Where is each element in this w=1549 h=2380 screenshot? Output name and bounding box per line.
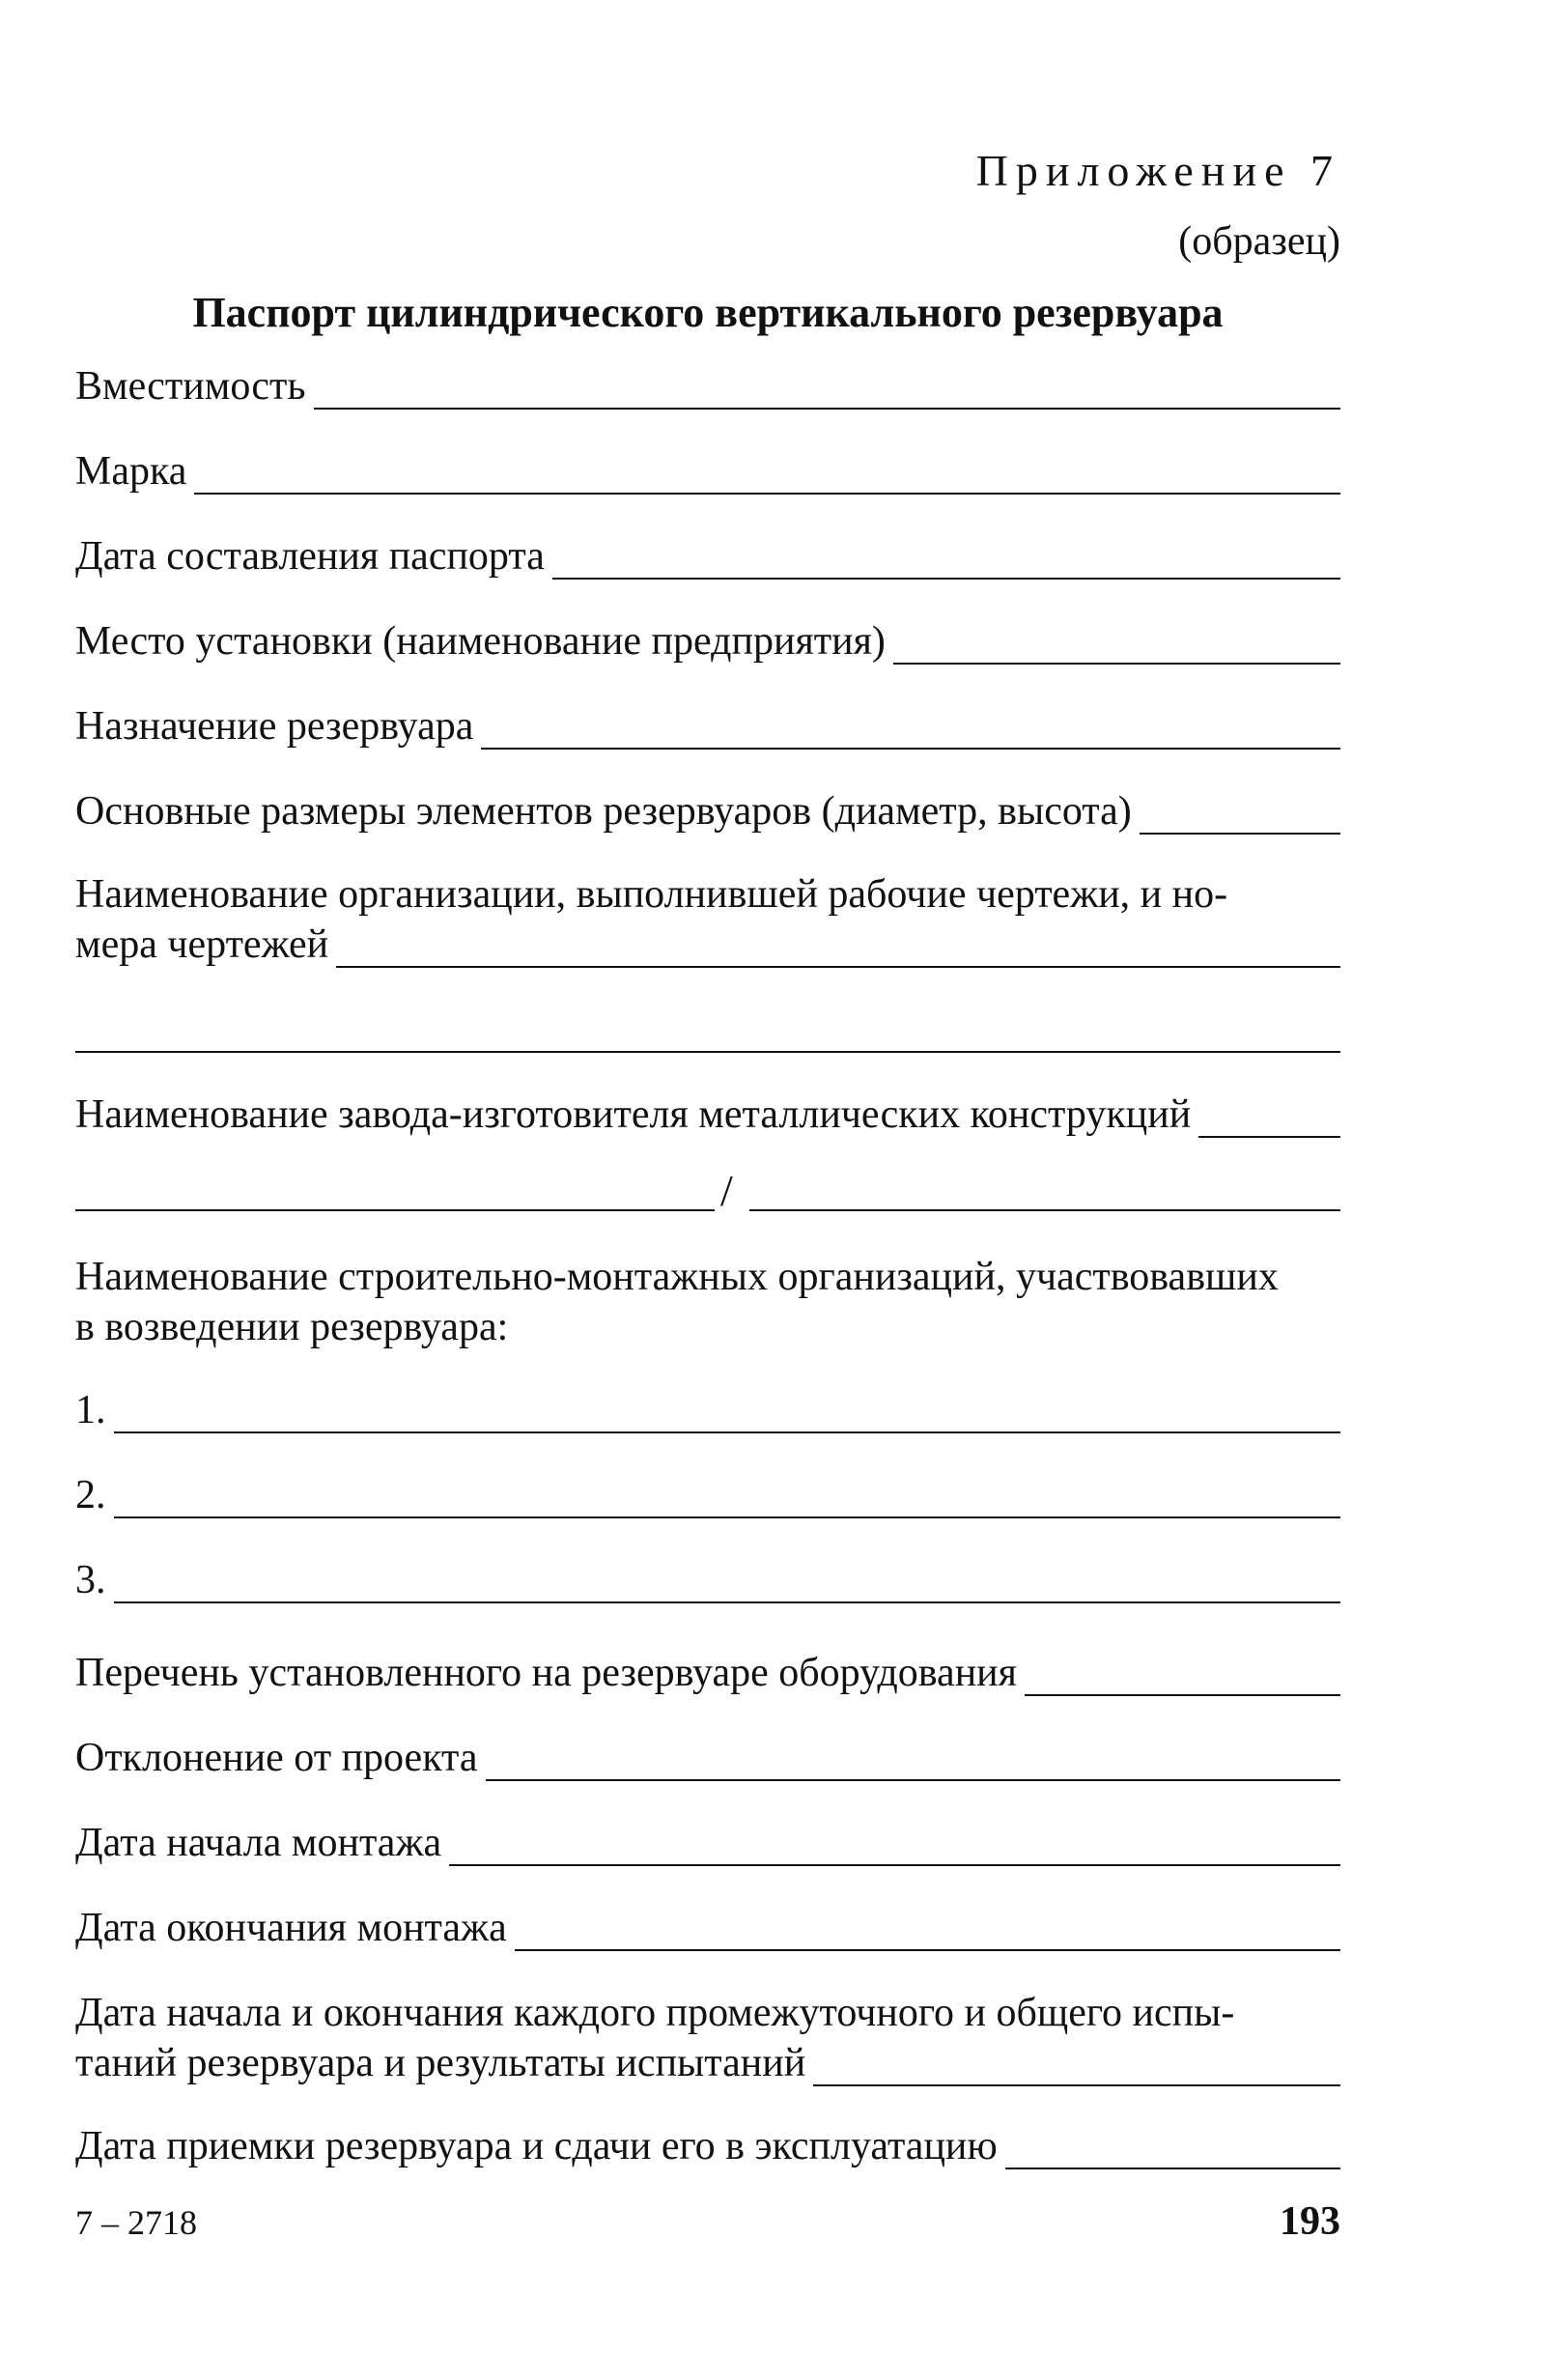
- org-item-3-label: 3.: [75, 1558, 106, 1602]
- field-acceptance: [75, 2123, 1340, 2169]
- field-brand: [75, 448, 1340, 495]
- construction-orgs-line1: Наименование строительно-монтажных организаций, участвовавших: [75, 1255, 1279, 1299]
- field-drawings-org-extra-blank[interactable]: [75, 1012, 1340, 1053]
- field-install-start-label: Дата начала монтажа: [75, 1821, 442, 1865]
- field-drawings-org: [75, 921, 1340, 968]
- org-item-1-blank[interactable]: [114, 1393, 1341, 1433]
- field-deviation-label: Отклонение от проекта: [75, 1736, 478, 1780]
- field-manufacturer-blank[interactable]: [1198, 1097, 1340, 1138]
- field-install-start: [75, 1820, 1340, 1866]
- org-item-2-blank[interactable]: [114, 1478, 1341, 1518]
- field-drawings-org-label: мера чертежей: [75, 922, 329, 967]
- field-tests: [75, 2040, 1340, 2086]
- field-org-item-1: [75, 1387, 1340, 1433]
- field-equipment-list-blank[interactable]: [1025, 1656, 1340, 1696]
- field-drawings-org-blank[interactable]: [336, 927, 1340, 968]
- construction-orgs-line2: в возведении резервуара:: [75, 1305, 509, 1349]
- org-item-1-label: 1.: [75, 1388, 106, 1432]
- field-install-end-label: Дата окончания монтажа: [75, 1906, 507, 1950]
- field-purpose: [75, 703, 1340, 750]
- field-location-blank[interactable]: [893, 624, 1340, 665]
- field-purpose-label: Назначение резервуара: [75, 704, 474, 749]
- document-page: [75, 0, 1340, 2380]
- field-manufacturer-split: [75, 1161, 1340, 1219]
- sample-label: (образец): [1178, 219, 1340, 264]
- field-org-item-3: [75, 1557, 1340, 1603]
- field-manufacturer-label: Наименование завода-изготовителя металлических конструкций: [75, 1092, 1192, 1137]
- field-acceptance-blank[interactable]: [1005, 2129, 1340, 2169]
- org-item-3-blank[interactable]: [114, 1563, 1341, 1603]
- field-install-end: [75, 1905, 1340, 1951]
- slash-separator: /: [720, 1166, 733, 1215]
- field-tests-text: Дата начала и окончания каждого промежуточного и общего испы-: [75, 1991, 1235, 2035]
- field-construction-orgs-text: [75, 1252, 1340, 1352]
- field-equipment-list: [75, 1650, 1340, 1696]
- field-brand-blank[interactable]: [194, 454, 1340, 495]
- field-passport-date: [75, 533, 1340, 580]
- field-deviation-blank[interactable]: [486, 1741, 1340, 1781]
- field-manufacturer: [75, 1091, 1340, 1138]
- field-location: [75, 618, 1340, 665]
- footer-code: 7 – 2718: [75, 2203, 197, 2242]
- field-drawings-org-text: Наименование организации, выполнившей рабочие чертежи, и но-: [75, 872, 1228, 917]
- field-main-dimensions-label: Основные размеры элементов резервуаров (диаметр, высота): [75, 789, 1132, 834]
- field-passport-date-label: Дата составления паспорта: [75, 534, 545, 579]
- field-equipment-list-label: Перечень установленного на резервуаре оборудования: [75, 1651, 1017, 1695]
- field-manufacturer-blank-right[interactable]: [749, 1207, 1340, 1211]
- field-install-end-blank[interactable]: [515, 1911, 1340, 1951]
- field-org-item-2: [75, 1472, 1340, 1518]
- field-main-dimensions-blank[interactable]: [1140, 794, 1340, 835]
- field-acceptance-label: Дата приемки резервуара и сдачи его в эксплуатацию: [75, 2124, 998, 2168]
- field-tests-blank[interactable]: [813, 2046, 1340, 2086]
- field-capacity: [75, 363, 1340, 410]
- field-capacity-blank[interactable]: [314, 369, 1340, 410]
- field-tests-label: таний резервуара и результаты испытаний: [75, 2041, 806, 2085]
- page-number: 193: [1280, 2199, 1340, 2244]
- field-install-start-blank[interactable]: [449, 1826, 1340, 1866]
- field-drawings-org-extra: [75, 1006, 1340, 1053]
- field-passport-date-blank[interactable]: [552, 539, 1340, 580]
- org-item-2-label: 2.: [75, 1473, 106, 1517]
- field-main-dimensions: [75, 788, 1340, 835]
- field-manufacturer-blank-left[interactable]: [75, 1207, 715, 1211]
- field-brand-label: Марка: [75, 449, 187, 494]
- document-title: Паспорт цилиндрического вертикального резервуара: [192, 289, 1224, 336]
- field-capacity-label: Вместимость: [75, 364, 306, 409]
- field-purpose-blank[interactable]: [481, 709, 1340, 750]
- field-deviation: [75, 1735, 1340, 1781]
- appendix-label: Приложение 7: [975, 146, 1340, 195]
- field-location-label: Место установки (наименование предприятия): [75, 619, 886, 664]
